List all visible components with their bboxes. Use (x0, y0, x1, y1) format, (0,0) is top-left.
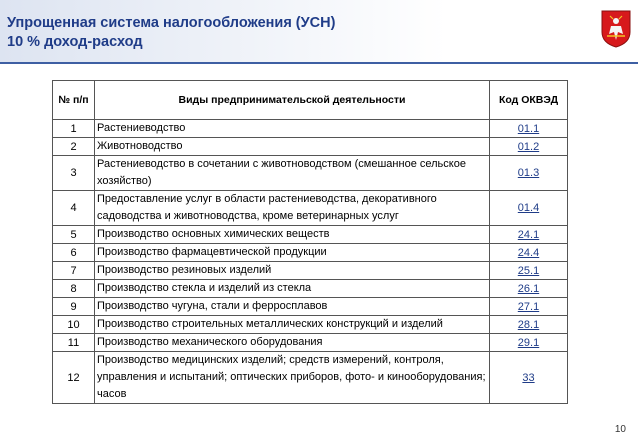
table-header-row (53, 81, 568, 120)
row-num: 6 (53, 244, 95, 262)
table-row (53, 298, 568, 316)
row-activity: Производство механического оборудования (95, 334, 490, 352)
okved-code-link[interactable]: 25.1 (490, 262, 568, 280)
okved-code-link[interactable]: 33 (490, 352, 568, 404)
title-line-1: Упрощенная система налогообложения (УСН) (7, 15, 336, 31)
row-num: 12 (53, 352, 95, 404)
slide-header (0, 0, 638, 62)
row-activity: Животноводство (95, 138, 490, 156)
coat-of-arms-icon (601, 10, 631, 48)
row-activity: Производство строительных металлических конструкций и изделий (95, 316, 490, 334)
okved-code-link[interactable]: 01.3 (490, 156, 568, 191)
table-row (53, 352, 568, 404)
okved-code-link[interactable]: 27.1 (490, 298, 568, 316)
header-code: Код ОКВЭД (490, 81, 568, 120)
slide-title (7, 14, 335, 52)
row-num: 1 (53, 120, 95, 138)
row-num: 5 (53, 226, 95, 244)
okved-code-link[interactable]: 01.1 (490, 120, 568, 138)
header-divider (0, 62, 638, 64)
table-row (53, 334, 568, 352)
okved-code-link[interactable]: 28.1 (490, 316, 568, 334)
row-num: 3 (53, 156, 95, 191)
okved-code-link[interactable]: 01.2 (490, 138, 568, 156)
table-row (53, 280, 568, 298)
header-activity: Виды предпринимательской деятельности (95, 81, 490, 120)
table-row (53, 191, 568, 226)
row-activity: Производство резиновых изделий (95, 262, 490, 280)
okved-code-link[interactable]: 01.4 (490, 191, 568, 226)
row-num: 2 (53, 138, 95, 156)
row-activity: Производство чугуна, стали и ферросплавов (95, 298, 490, 316)
okved-code-link[interactable]: 29.1 (490, 334, 568, 352)
header-num: № п/п (53, 81, 95, 120)
table-row (53, 316, 568, 334)
table-row (53, 262, 568, 280)
table-row (53, 226, 568, 244)
row-num: 9 (53, 298, 95, 316)
table-row (53, 156, 568, 191)
row-num: 8 (53, 280, 95, 298)
row-num: 10 (53, 316, 95, 334)
row-activity: Производство фармацевтической продукции (95, 244, 490, 262)
row-num: 4 (53, 191, 95, 226)
row-activity: Производство стекла и изделий из стекла (95, 280, 490, 298)
page-number: 10 (614, 424, 626, 435)
okved-table (52, 80, 568, 404)
row-activity: Производство медицинских изделий; средств измерений, контроля, управления и испытаний; оптических приборов, фото- и кинооборудования; часов (95, 352, 490, 404)
row-activity: Растениеводство в сочетании с животноводством (смешанное сельское хозяйство) (95, 156, 490, 191)
row-num: 7 (53, 262, 95, 280)
okved-code-link[interactable]: 24.4 (490, 244, 568, 262)
table-row (53, 244, 568, 262)
okved-code-link[interactable]: 26.1 (490, 280, 568, 298)
title-line-2: 10 % доход-расход (7, 34, 143, 50)
row-activity: Предоставление услуг в области растениеводства, декоративного садоводства и животноводства, кроме ветеринарных услуг (95, 191, 490, 226)
row-activity: Производство основных химических веществ (95, 226, 490, 244)
okved-code-link[interactable]: 24.1 (490, 226, 568, 244)
row-activity: Растениеводство (95, 120, 490, 138)
table-row (53, 138, 568, 156)
row-num: 11 (53, 334, 95, 352)
table-row (53, 120, 568, 138)
